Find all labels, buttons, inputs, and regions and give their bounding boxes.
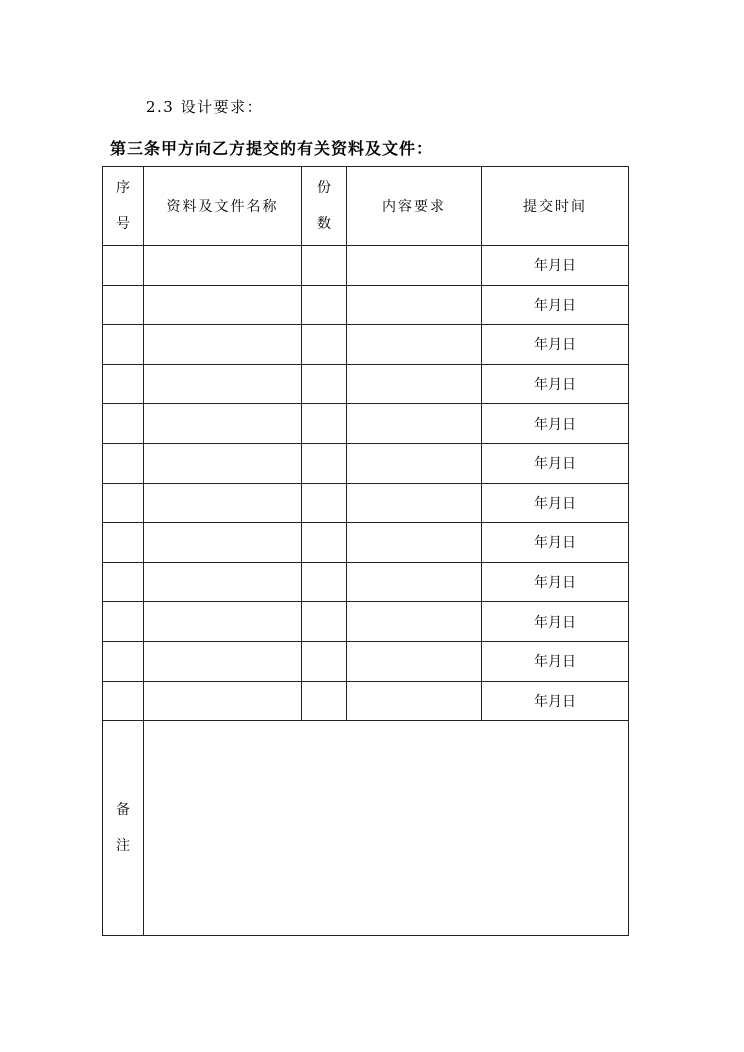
header-copies: 份数 — [302, 167, 347, 246]
table-row — [103, 325, 629, 365]
cell-copies[interactable] — [302, 364, 347, 404]
cell-seq[interactable] — [103, 602, 144, 642]
cell-name[interactable] — [144, 681, 302, 721]
cell-content[interactable] — [347, 681, 482, 721]
cell-seq[interactable] — [103, 562, 144, 602]
header-seq: 序号 — [103, 167, 144, 246]
documents-table — [102, 166, 629, 936]
article-title: 第三条甲方向乙方提交的有关资料及文件： — [110, 139, 434, 158]
cell-time[interactable]: 年月日 — [482, 523, 629, 563]
cell-content[interactable] — [347, 404, 482, 444]
cell-name[interactable] — [144, 483, 302, 523]
cell-name[interactable] — [144, 285, 302, 325]
cell-name[interactable] — [144, 404, 302, 444]
cell-content[interactable] — [347, 364, 482, 404]
cell-seq[interactable] — [103, 641, 144, 681]
cell-time[interactable]: 年月日 — [482, 681, 629, 721]
cell-content[interactable] — [347, 523, 482, 563]
remarks-label: 备注 — [103, 721, 144, 936]
section-heading: 2.3 设计要求： — [146, 98, 264, 116]
cell-content[interactable] — [347, 483, 482, 523]
cell-seq[interactable] — [103, 404, 144, 444]
table-row — [103, 285, 629, 325]
cell-name[interactable] — [144, 523, 302, 563]
cell-time[interactable]: 年月日 — [482, 246, 629, 286]
cell-content[interactable] — [347, 602, 482, 642]
cell-name[interactable] — [144, 562, 302, 602]
table-row — [103, 404, 629, 444]
cell-copies[interactable] — [302, 285, 347, 325]
cell-time[interactable]: 年月日 — [482, 364, 629, 404]
header-name: 资料及文件名称 — [144, 167, 302, 246]
cell-content[interactable] — [347, 325, 482, 365]
cell-copies[interactable] — [302, 483, 347, 523]
cell-copies[interactable] — [302, 246, 347, 286]
cell-copies[interactable] — [302, 325, 347, 365]
cell-name[interactable] — [144, 602, 302, 642]
cell-copies[interactable] — [302, 562, 347, 602]
cell-time[interactable]: 年月日 — [482, 285, 629, 325]
table-row — [103, 483, 629, 523]
table-row — [103, 681, 629, 721]
header-content: 内容要求 — [347, 167, 482, 246]
cell-name[interactable] — [144, 641, 302, 681]
cell-copies[interactable] — [302, 641, 347, 681]
cell-seq[interactable] — [103, 325, 144, 365]
cell-seq[interactable] — [103, 483, 144, 523]
cell-time[interactable]: 年月日 — [482, 562, 629, 602]
cell-name[interactable] — [144, 325, 302, 365]
table-row — [103, 364, 629, 404]
table-row — [103, 523, 629, 563]
cell-name[interactable] — [144, 246, 302, 286]
table-row — [103, 641, 629, 681]
cell-copies[interactable] — [302, 443, 347, 483]
cell-content[interactable] — [347, 246, 482, 286]
cell-seq[interactable] — [103, 285, 144, 325]
cell-content[interactable] — [347, 443, 482, 483]
cell-copies[interactable] — [302, 681, 347, 721]
cell-time[interactable]: 年月日 — [482, 443, 629, 483]
cell-time[interactable]: 年月日 — [482, 325, 629, 365]
cell-seq[interactable] — [103, 523, 144, 563]
cell-name[interactable] — [144, 364, 302, 404]
cell-content[interactable] — [347, 562, 482, 602]
cell-seq[interactable] — [103, 364, 144, 404]
table-header-row — [103, 167, 629, 246]
table-row — [103, 602, 629, 642]
cell-time[interactable]: 年月日 — [482, 641, 629, 681]
header-time: 提交时间 — [482, 167, 629, 246]
table-row — [103, 562, 629, 602]
cell-content[interactable] — [347, 285, 482, 325]
table-body — [103, 246, 629, 721]
cell-seq[interactable] — [103, 246, 144, 286]
remarks-row — [103, 721, 629, 936]
cell-time[interactable]: 年月日 — [482, 602, 629, 642]
cell-seq[interactable] — [103, 443, 144, 483]
cell-copies[interactable] — [302, 602, 347, 642]
cell-name[interactable] — [144, 443, 302, 483]
cell-content[interactable] — [347, 641, 482, 681]
table-row — [103, 443, 629, 483]
cell-copies[interactable] — [302, 523, 347, 563]
remarks-cell[interactable] — [144, 721, 629, 936]
cell-seq[interactable] — [103, 681, 144, 721]
table-row — [103, 246, 629, 286]
cell-time[interactable]: 年月日 — [482, 483, 629, 523]
cell-copies[interactable] — [302, 404, 347, 444]
cell-time[interactable]: 年月日 — [482, 404, 629, 444]
